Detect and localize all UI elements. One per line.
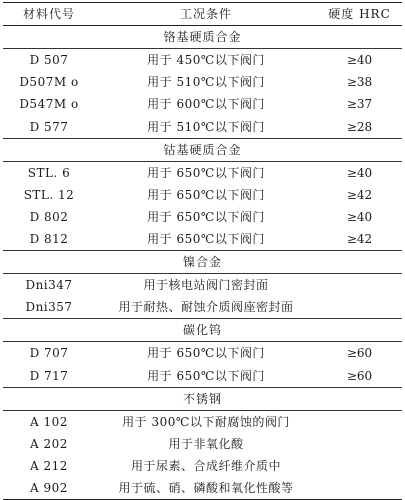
header-working-condition: 工况条件 <box>95 3 317 26</box>
material-code-cell: A 102 <box>3 410 95 433</box>
material-code-cell: D 802 <box>29 209 69 224</box>
hardness-cell <box>317 477 402 500</box>
group-row <box>3 138 402 161</box>
table-row <box>3 49 402 72</box>
working-condition-cell: 用于 650℃以下阀门 <box>147 209 265 224</box>
hardness-cell: ≥40 <box>317 49 402 72</box>
hardness-cell <box>317 410 402 433</box>
hardness-cell: ≥40 <box>317 161 402 184</box>
hardness-cell <box>317 455 402 477</box>
table-row <box>3 161 402 184</box>
hardness-cell <box>317 274 402 297</box>
table-row <box>3 342 402 365</box>
table-row <box>3 115 402 138</box>
table-row <box>3 206 402 228</box>
hardness-cell <box>317 433 402 455</box>
hardness-cell: ≥60 <box>346 368 373 383</box>
group-title: 不锈钢 <box>3 387 402 410</box>
material-code-cell: D 812 <box>29 231 69 246</box>
header-material-code: 材料代号 <box>3 3 95 26</box>
header-hardness: 硬度 HRC <box>317 3 402 26</box>
table-header-row <box>3 3 402 26</box>
material-code-cell: Dni357 <box>25 300 73 315</box>
working-condition-cell: 用于 650℃以下阀门 <box>147 368 265 383</box>
table-row <box>3 433 402 455</box>
material-code-cell: D507M o <box>19 75 79 90</box>
hardfacing-alloy-table <box>3 2 402 500</box>
material-code-cell: D547M o <box>19 97 79 112</box>
material-code-cell: A 212 <box>30 458 68 473</box>
group-title: 钴基硬质合金 <box>3 138 402 161</box>
table-body <box>3 26 402 500</box>
hardness-cell: ≥28 <box>346 119 373 134</box>
working-condition-cell: 用于非氧化酸 <box>168 436 244 451</box>
material-code-cell: D 577 <box>29 119 69 134</box>
working-condition-cell: 用于 600℃以下阀门 <box>147 97 265 112</box>
hardness-cell: ≥42 <box>346 231 373 246</box>
hardness-cell <box>317 296 402 319</box>
working-condition-cell: 用于核电站阀门密封面 <box>95 274 317 297</box>
table-row <box>3 274 402 297</box>
working-condition-cell: 用于 450℃以下阀门 <box>95 49 317 72</box>
working-condition-cell: 用于 300℃以下耐腐蚀的阀门 <box>95 410 317 433</box>
table-row <box>3 365 402 388</box>
table-row <box>3 477 402 500</box>
material-code-cell: A 902 <box>3 477 95 500</box>
table-row <box>3 93 402 115</box>
table-row <box>3 228 402 251</box>
working-condition-cell: 用于耐热、耐蚀介质阀座密封面 <box>118 300 294 315</box>
group-title: 镍合金 <box>3 251 402 274</box>
material-code-cell: D 717 <box>29 368 69 383</box>
hardness-cell: ≥38 <box>346 75 373 90</box>
table-row <box>3 455 402 477</box>
table-row <box>3 410 402 433</box>
working-condition-cell: 用于 650℃以下阀门 <box>95 161 317 184</box>
working-condition-cell: 用于 510℃以下阀门 <box>147 119 265 134</box>
group-row <box>3 387 402 410</box>
table-row <box>3 296 402 319</box>
material-code-cell: D 707 <box>3 342 95 365</box>
working-condition-cell: 用于 650℃以下阀门 <box>95 342 317 365</box>
table-row <box>3 71 402 93</box>
working-condition-cell: 用于 650℃以下阀门 <box>147 187 265 202</box>
hardness-cell: ≥40 <box>346 209 373 224</box>
material-code-cell: STL. 12 <box>23 187 75 202</box>
working-condition-cell: 用于 650℃以下阀门 <box>147 231 265 246</box>
hardness-cell: ≥42 <box>346 187 373 202</box>
material-code-cell: A 202 <box>30 436 68 451</box>
hardness-cell: ≥60 <box>317 342 402 365</box>
group-title: 铬基硬质合金 <box>3 26 402 49</box>
material-code-cell: Dni347 <box>3 274 95 297</box>
table-row <box>3 184 402 206</box>
working-condition-cell: 用于尿素、合成纤维介质中 <box>130 458 281 473</box>
group-row <box>3 319 402 342</box>
group-row <box>3 26 402 49</box>
working-condition-cell: 用于硫、硝、磷酸和氧化性酸等 <box>95 477 317 500</box>
hardness-cell: ≥37 <box>346 97 373 112</box>
group-title: 碳化钨 <box>3 319 402 342</box>
working-condition-cell: 用于 510℃以下阀门 <box>147 75 265 90</box>
group-row <box>3 251 402 274</box>
material-code-cell: D 507 <box>3 49 95 72</box>
material-code-cell: STL. 6 <box>3 161 95 184</box>
